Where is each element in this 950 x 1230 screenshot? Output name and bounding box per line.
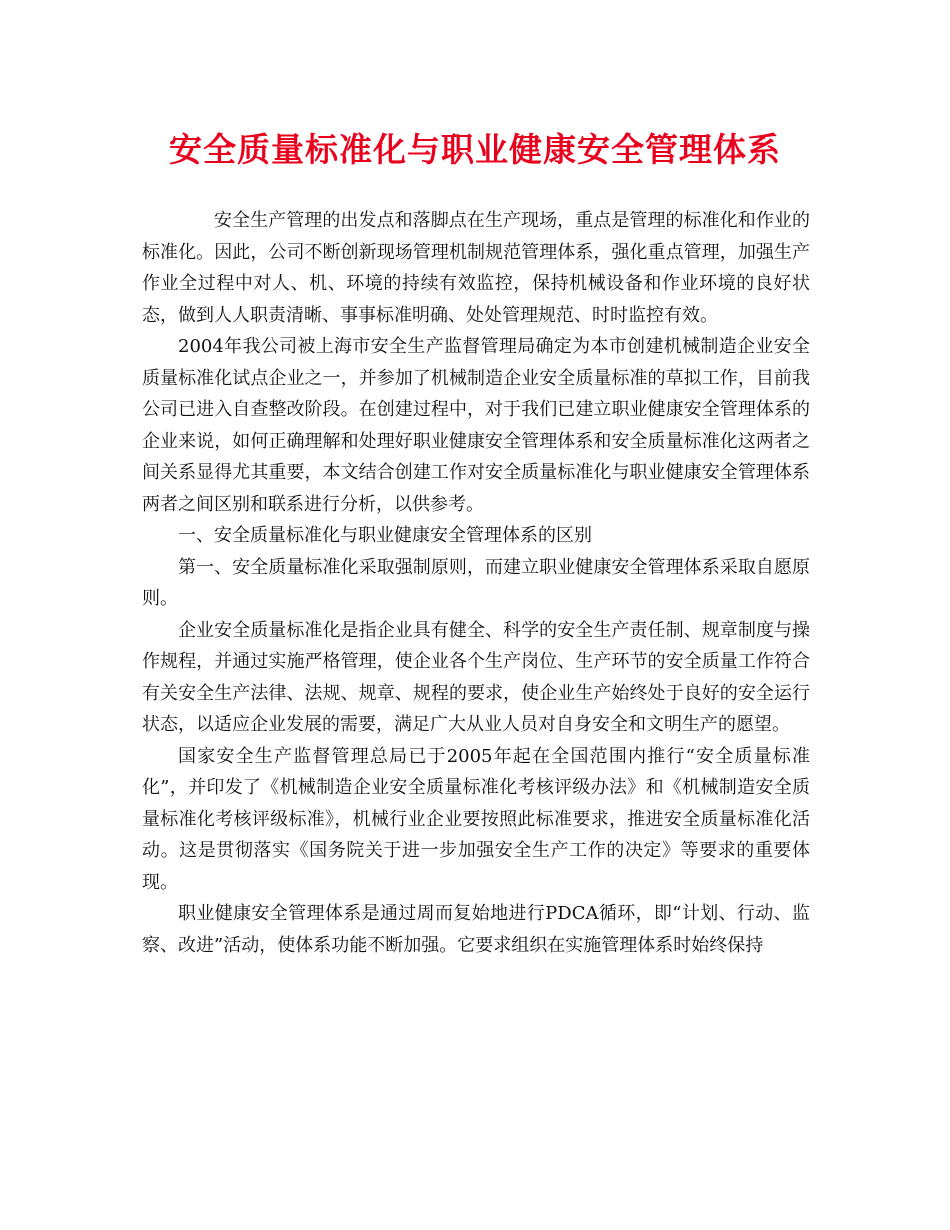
paragraph-ohsms-pdca: 职业健康安全管理体系是通过周而复始地进行PDCA循环，即“计划、行动、监察、改进”活动，使体系功能不断加强。它要求组织在实施管理体系时始终保持 — [142, 903, 810, 956]
paragraph-national-promotion: 国家安全生产监督管理总局已于2005年起在全国范围内推行“安全质量标准化”，并印发了《机械制造企业安全质量标准化考核评级办法》和《机械制造安全质量标准化考核评级标准》，机械行业企业要按照此标准要求，推进安全质量标准化活动。这是贯彻落实《国务院关于进一步加强安全生产工作的决定》等要求的重要体现。 — [142, 745, 810, 893]
document-body — [142, 205, 810, 961]
paragraph-standardization-definition: 企业安全质量标准化是指企业具有健全、科学的安全生产责任制、规章制度与操作规程，并通过实施严格管理，使企业各个生产岗位、生产环节的安全质量工作符合有关安全生产法律、法规、规章、规程的要求，使企业生产始终处于良好的安全运行状态，以适应企业发展的需要，满足广大从业人员对自身安全和文明生产的愿望。 — [142, 619, 810, 735]
paragraph-point-one: 第一、安全质量标准化采取强制原则，而建立职业健康安全管理体系采取自愿原则。 — [142, 556, 810, 609]
paragraph-background: 2004年我公司被上海市安全生产监督管理局确定为本市创建机械制造企业安全质量标准化试点企业之一，并参加了机械制造企业安全质量标准的草拟工作，目前我公司已进入自查整改阶段。在创建过程中，对于我们已建立职业健康安全管理体系的企业来说，如何正确理解和处理好职业健康安全管理体系和安全质量标准化这两者之间关系显得尤其重要，本文结合创建工作对安全质量标准化与职业健康安全管理体系两者之间区别和联系进行分析，以供参考。 — [142, 336, 810, 515]
document-title: 安全质量标准化与职业健康安全管理体系 — [169, 130, 781, 169]
section-heading-differences: 一、安全质量标准化与职业健康安全管理体系的区别 — [178, 525, 592, 546]
paragraph-intro: 安全生产管理的出发点和落脚点在生产现场，重点是管理的标准化和作业的标准化。因此，公司不断创新现场管理机制规范管理体系，强化重点管理，加强生产作业全过程中对人、机、环境的持续有效监控，保持机械设备和作业环境的良好状态，做到人人职责清晰、事事标准明确、处处管理规范、时时监控有效。 — [142, 210, 810, 326]
